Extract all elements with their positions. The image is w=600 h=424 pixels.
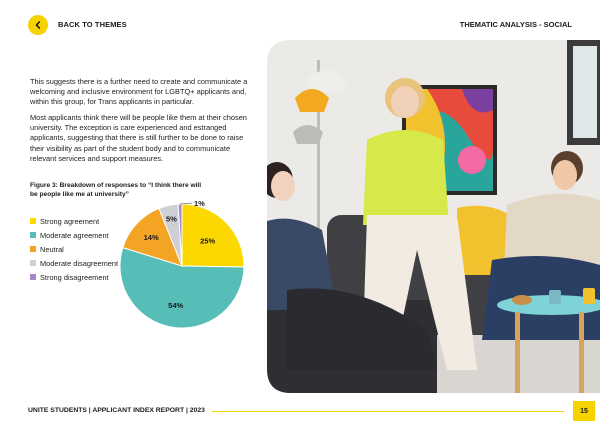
page-number: 15: [573, 401, 595, 421]
figure-caption-line-1: Figure 3: Breakdown of responses to “I think there will: [30, 182, 202, 189]
paragraph-1: This suggests there is a further need to create and communicate a welcoming and inclusive environment for LGBTQ+ applicants and, within this group, for Trans applicants in particular.: [30, 77, 248, 107]
section-title: THEMATIC ANALYSIS - SOCIAL: [459, 20, 572, 29]
chart-legend: [30, 214, 118, 284]
legend-item: [30, 270, 118, 284]
legend-item: [30, 228, 118, 242]
pie-data-label: 25%: [200, 236, 216, 246]
back-button[interactable]: [28, 15, 48, 35]
legend-swatch: [30, 246, 36, 252]
students-lounge-photo: [267, 40, 600, 393]
legend-label: Neutral: [40, 244, 64, 254]
legend-swatch: [30, 232, 36, 238]
legend-item: [30, 242, 118, 256]
footer-divider: [212, 411, 564, 412]
footer-report-title: UNITE STUDENTS | APPLICANT INDEX REPORT | 2023: [28, 407, 205, 414]
legend-label: Strong agreement: [40, 216, 100, 226]
pie-data-label: 14%: [143, 233, 159, 242]
legend-label: Moderate agreement: [40, 230, 109, 240]
legend-swatch: [30, 218, 36, 224]
legend-swatch: [30, 260, 36, 266]
pie-chart: [112, 196, 252, 336]
paragraph-2: Most applicants think there will be people like them at their chosen university. The exception is care experienced and estranged applicants, suggesting that there is still further to be done to raise their visibility as part of the student body and to communicate relevant services and support measures.: [30, 113, 247, 163]
legend-swatch: [30, 274, 36, 280]
pie-data-label: 5%: [166, 214, 177, 224]
pie-data-label: 54%: [168, 301, 184, 310]
legend-label: Moderate disagreement: [40, 258, 119, 268]
back-to-themes-link[interactable]: BACK TO THEMES: [58, 20, 127, 29]
legend-label: Strong disagreement: [40, 272, 109, 282]
legend-item: [30, 214, 118, 228]
pie-data-label: 1%: [194, 199, 205, 209]
legend-item: [30, 256, 118, 270]
chevron-left-icon: [33, 20, 43, 30]
figure-caption-line-2: be people like me at university”: [30, 191, 129, 199]
